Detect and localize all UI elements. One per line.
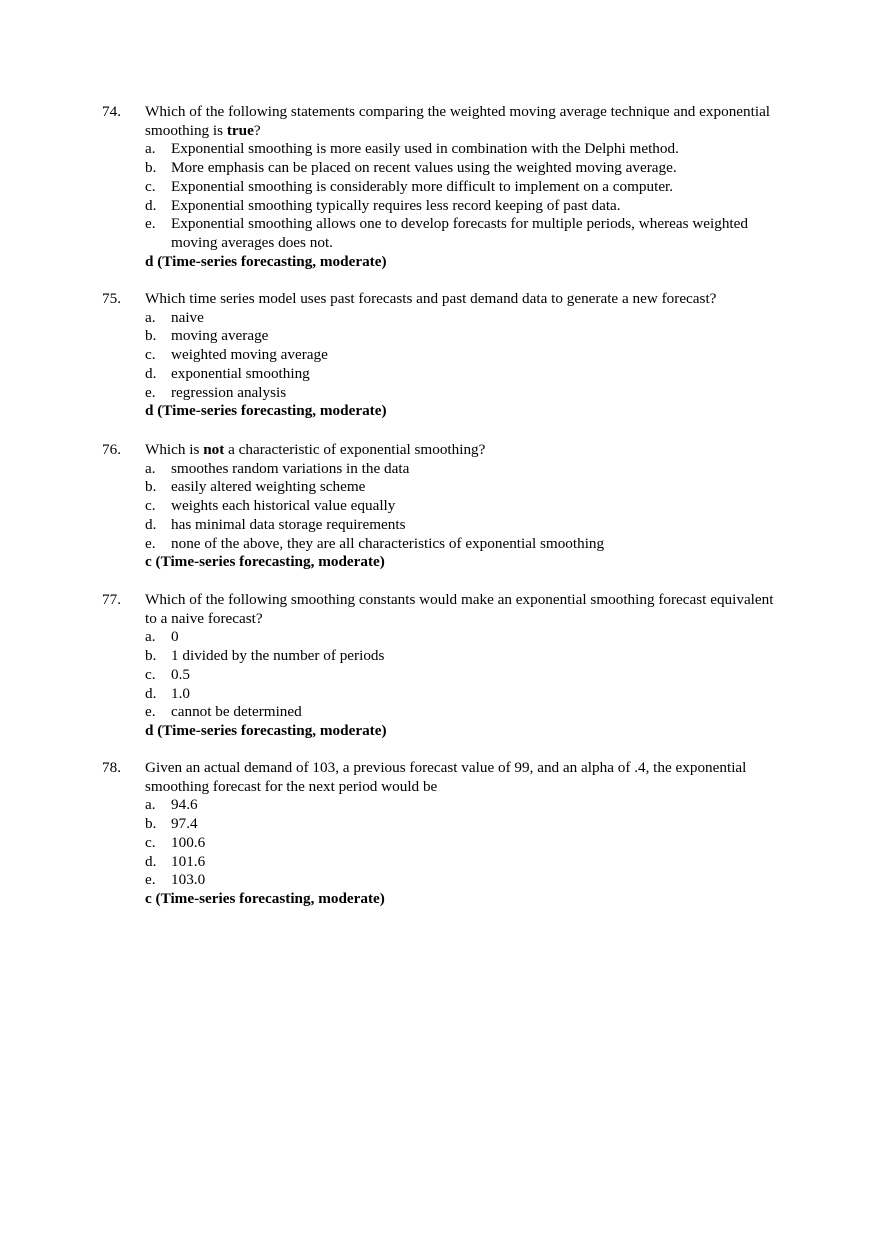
answer-key: c (Time-series forecasting, moderate): [145, 553, 385, 571]
stem-text: Which of the following smoothing constants would make an exponential smoothing forecast equivalent to a naive forecast?: [145, 591, 774, 627]
option-d: [145, 197, 782, 216]
option-d: [145, 853, 782, 872]
option-text: weighted moving average: [171, 346, 328, 364]
option-c: [145, 497, 782, 516]
option-text: naive: [171, 308, 204, 326]
question-number: 74.: [102, 103, 121, 120]
answer-options: [145, 309, 782, 403]
option-text: Exponential smoothing is considerably more difficult to implement on a computer.: [171, 177, 674, 195]
option-b: [145, 478, 782, 497]
stem-emphasis: not: [203, 441, 225, 458]
question-body: [145, 591, 782, 741]
option-c: [145, 666, 782, 685]
option-d: [145, 516, 782, 535]
question-stem: [145, 759, 782, 796]
option-text: 1 divided by the number of periods: [171, 647, 385, 665]
option-text: More emphasis can be placed on recent values using the weighted moving average.: [171, 159, 677, 177]
option-letter: b.: [145, 815, 157, 833]
option-text: 0: [171, 628, 179, 646]
option-a: [145, 796, 782, 815]
option-letter: c.: [145, 497, 156, 515]
question-number: 76.: [102, 441, 121, 458]
option-letter: e.: [145, 215, 156, 233]
question-stem: [145, 103, 782, 140]
stem-emphasis: true: [226, 121, 254, 139]
option-letter: b.: [145, 327, 157, 345]
question-74: [102, 103, 782, 271]
question-75: [102, 290, 782, 421]
option-text: cannot be determined: [171, 703, 302, 721]
option-a: [145, 140, 782, 159]
stem-text: Which is: [145, 441, 204, 458]
question-76: [102, 441, 782, 572]
option-letter: e.: [145, 871, 156, 889]
option-text: smoothes random variations in the data: [171, 459, 410, 477]
option-b: [145, 815, 782, 834]
option-text: regression analysis: [171, 383, 287, 401]
question-body: [145, 759, 782, 909]
option-b: [145, 159, 782, 178]
answer-options: [145, 460, 782, 554]
option-letter: c.: [145, 665, 156, 683]
question-77: [102, 591, 782, 741]
question-number: 75.: [102, 290, 121, 307]
option-e: [145, 871, 782, 890]
option-letter: d.: [145, 852, 157, 870]
option-e: [145, 535, 782, 554]
stem-text-end: ?: [253, 121, 261, 139]
question-body: [145, 103, 782, 271]
option-e: [145, 384, 782, 403]
option-letter: b.: [145, 159, 157, 177]
option-d: [145, 365, 782, 384]
question-number: 78.: [102, 759, 121, 776]
question-number: 77.: [102, 591, 121, 608]
option-a: [145, 460, 782, 479]
stem-text: Given an actual demand of 103, a previous forecast value of 99, and an alpha of .4, the exponential smoothing forecast for the next period would be: [145, 759, 747, 795]
option-text: Exponential smoothing typically requires less record keeping of past data.: [171, 196, 621, 214]
option-text: weights each historical value equally: [171, 497, 396, 515]
option-e: [145, 215, 782, 252]
option-text: 97.4: [171, 815, 198, 833]
option-text: exponential smoothing: [171, 364, 310, 382]
option-text: 103.0: [171, 871, 206, 889]
stem-text: Which of the following statements comparing the weighted moving average technique and exponential smoothing is: [145, 103, 771, 139]
option-letter: c.: [145, 346, 156, 364]
stem-text: Which time series model uses past forecasts and past demand data to generate a new forecast?: [145, 290, 717, 307]
option-letter: e.: [145, 534, 156, 552]
answer-key: c (Time-series forecasting, moderate): [145, 889, 385, 907]
option-letter: b.: [145, 478, 157, 496]
option-letter: d.: [145, 196, 157, 214]
option-a: [145, 628, 782, 647]
option-text: none of the above, they are all characteristics of exponential smoothing: [171, 534, 605, 552]
answer-key: d (Time-series forecasting, moderate): [145, 252, 387, 270]
option-text: Exponential smoothing is more easily used in combination with the Delphi method.: [171, 140, 679, 158]
option-letter: e.: [145, 383, 156, 401]
option-letter: c.: [145, 177, 156, 195]
question-stem: [145, 441, 782, 460]
option-letter: a.: [145, 796, 156, 814]
answer-options: [145, 140, 782, 252]
option-text: 94.6: [171, 796, 198, 814]
option-text: moving average: [171, 327, 269, 345]
option-text: 1.0: [171, 684, 190, 702]
question-body: [145, 441, 782, 572]
option-letter: a.: [145, 628, 156, 646]
option-letter: a.: [145, 140, 156, 158]
question-body: [145, 290, 782, 421]
option-d: [145, 685, 782, 704]
option-letter: d.: [145, 364, 157, 382]
option-letter: d.: [145, 515, 157, 533]
question-stem: [145, 290, 782, 309]
option-text: 0.5: [171, 665, 190, 683]
question-78: [102, 759, 782, 909]
option-text: Exponential smoothing allows one to develop forecasts for multiple periods, whereas weighted moving averages does not.: [171, 215, 748, 251]
option-a: [145, 309, 782, 328]
option-c: [145, 178, 782, 197]
option-letter: a.: [145, 459, 156, 477]
option-c: [145, 346, 782, 365]
option-letter: e.: [145, 703, 156, 721]
option-e: [145, 703, 782, 722]
answer-key: d (Time-series forecasting, moderate): [145, 721, 387, 739]
option-letter: a.: [145, 308, 156, 326]
option-letter: d.: [145, 684, 157, 702]
option-text: 100.6: [171, 833, 206, 851]
option-c: [145, 834, 782, 853]
answer-options: [145, 628, 782, 722]
option-text: 101.6: [171, 852, 206, 870]
answer-key: d (Time-series forecasting, moderate): [145, 402, 387, 420]
stem-text-end: a characteristic of exponential smoothing?: [224, 441, 486, 458]
answer-options: [145, 796, 782, 890]
option-letter: c.: [145, 833, 156, 851]
option-letter: b.: [145, 647, 157, 665]
option-text: easily altered weighting scheme: [171, 478, 366, 496]
option-text: has minimal data storage requirements: [171, 515, 406, 533]
option-b: [145, 647, 782, 666]
option-b: [145, 327, 782, 346]
question-stem: [145, 591, 782, 628]
